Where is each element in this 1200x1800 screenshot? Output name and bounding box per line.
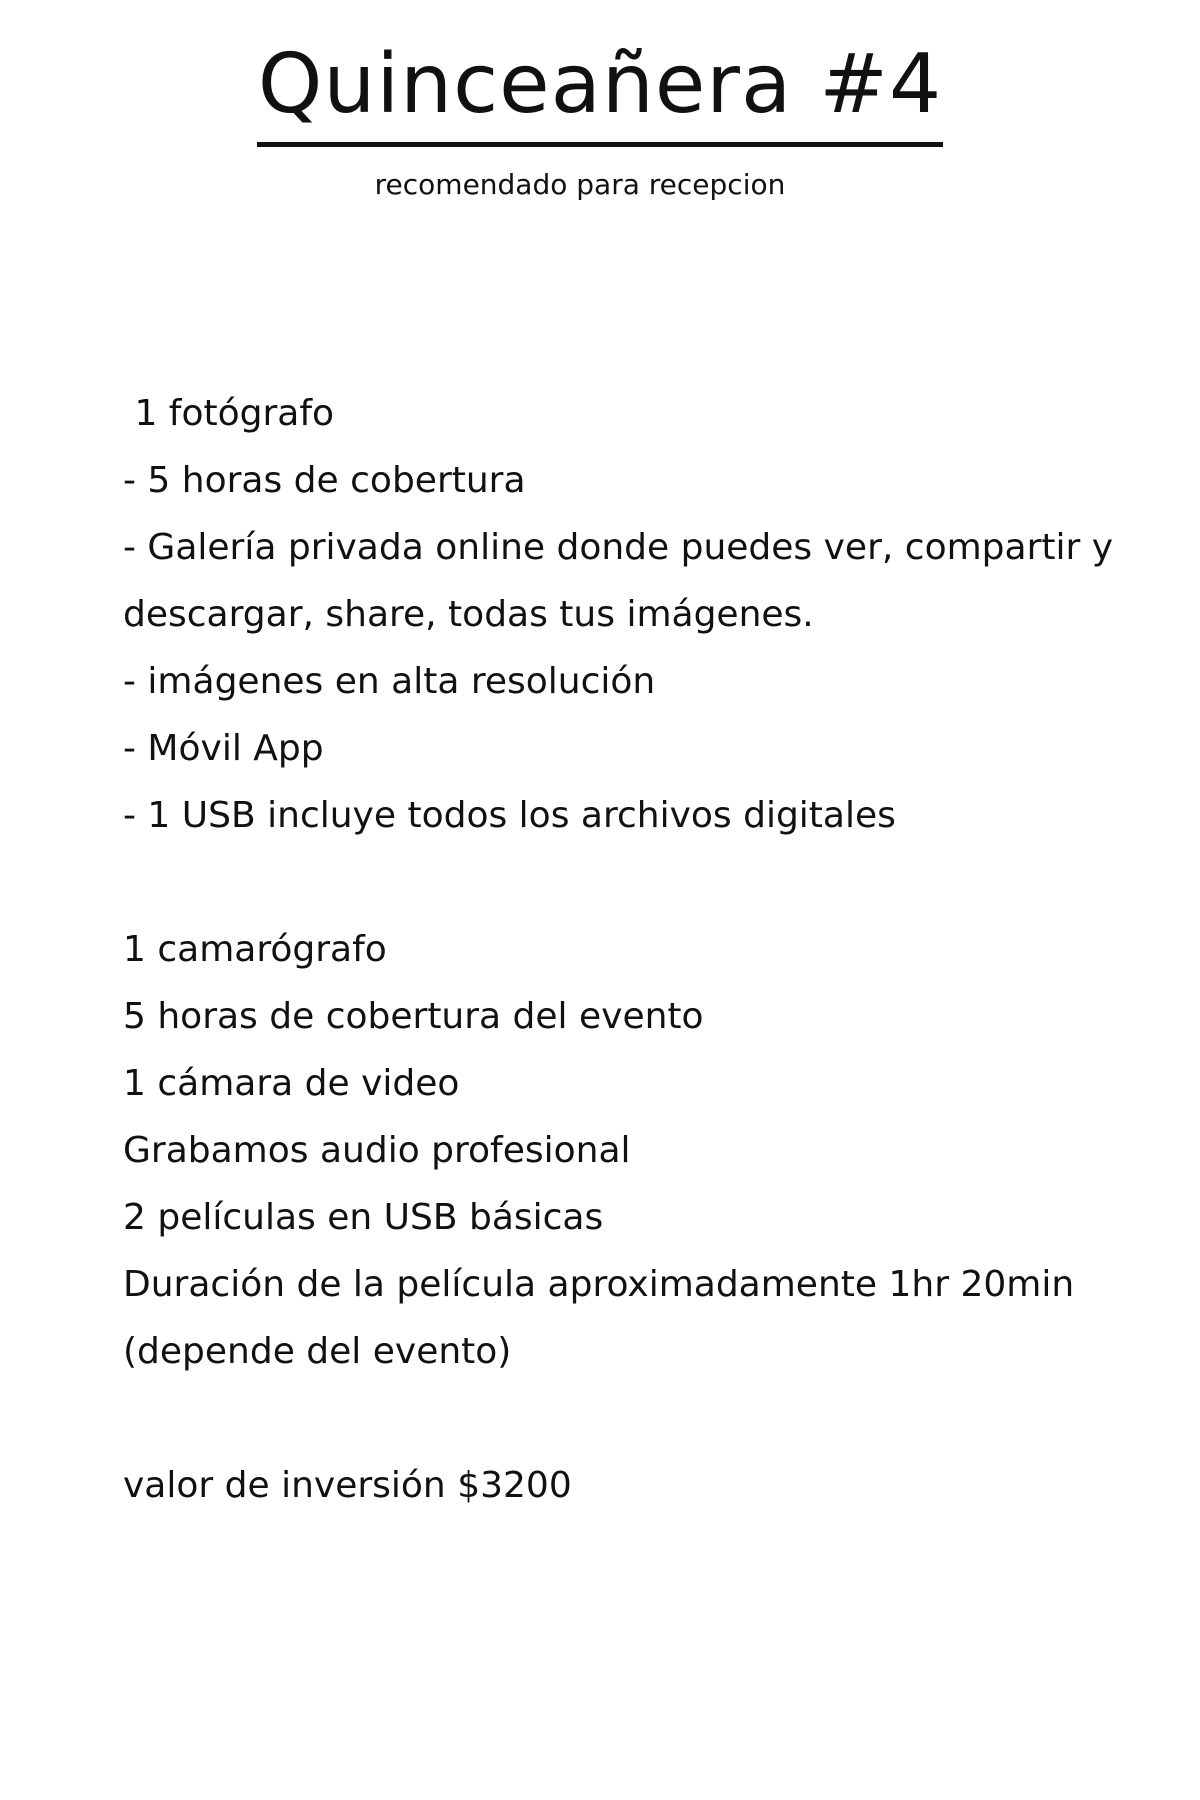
online-gallery-line-1: - Galería privada online donde puedes ver, compartir y — [123, 527, 1114, 568]
professional-audio: Grabamos audio profesional — [123, 1130, 631, 1171]
video-section — [123, 916, 1183, 1385]
video-camera-count: 1 cámara de video — [123, 1063, 460, 1104]
duration-note: (depende del evento) — [123, 1331, 512, 1372]
investment-value: valor de inversión $3200 — [123, 1465, 572, 1506]
film-duration: Duración de la película aproximadamente 1hr 20min — [123, 1264, 1075, 1305]
photography-section — [123, 380, 1183, 849]
mobile-app: - Móvil App — [123, 728, 324, 769]
section-spacer — [123, 849, 1183, 916]
page-title: Quinceañera #4 — [257, 37, 943, 132]
videographer-count: 1 camarógrafo — [123, 929, 387, 970]
high-resolution-images: - imágenes en alta resolución — [123, 661, 656, 702]
usb-digital-files: - 1 USB incluye todos los archivos digitales — [123, 795, 896, 836]
title-underline — [257, 142, 943, 147]
section-spacer — [123, 1385, 1183, 1452]
price-section — [123, 1452, 1183, 1519]
photo-coverage-hours: - 5 horas de cobertura — [123, 460, 526, 501]
package-details — [123, 380, 1183, 1519]
page-subtitle: recomendado para recepcion — [374, 168, 786, 201]
video-coverage-hours: 5 horas de cobertura del evento — [123, 996, 704, 1037]
usb-films: 2 películas en USB básicas — [123, 1197, 604, 1238]
photographer-count: 1 fotógrafo — [123, 393, 335, 434]
online-gallery-line-2: descargar, share, todas tus imágenes. — [123, 594, 814, 635]
